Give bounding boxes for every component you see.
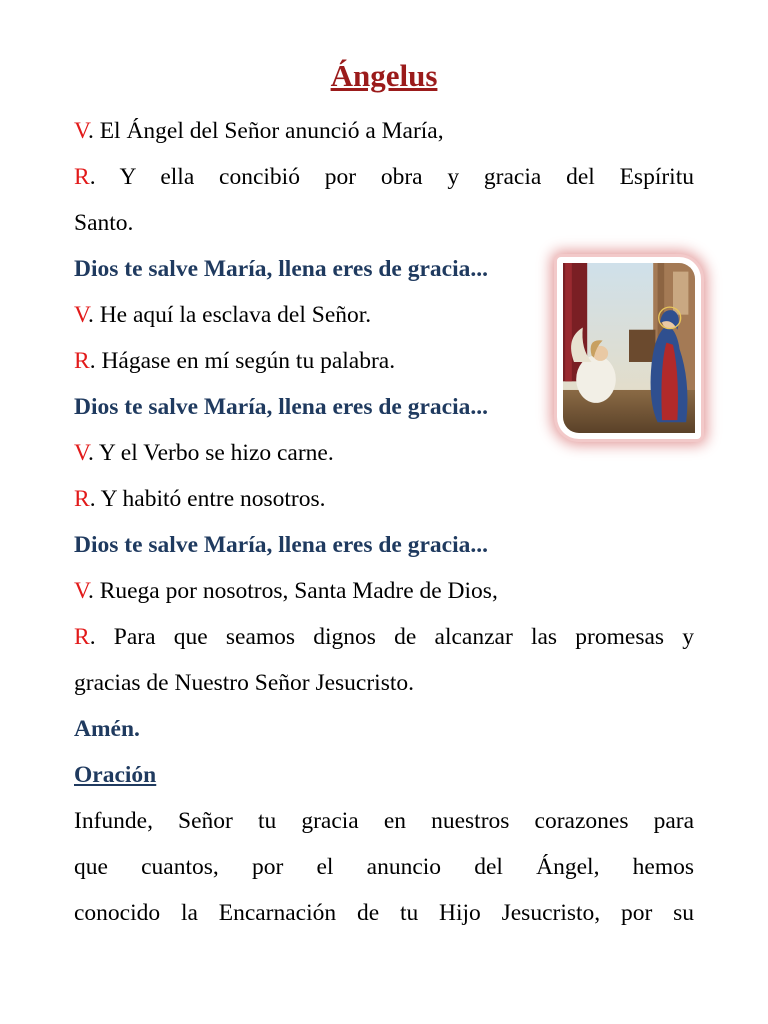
response-text: . Y habitó entre nosotros. — [89, 486, 326, 512]
verse-text: . Y el Verbo se hizo carne. — [87, 440, 334, 466]
line-r1-cont: Santo. — [74, 210, 134, 236]
line-hail-mary-3: Dios te salve María, llena eres de gracia... — [74, 532, 488, 558]
line-r1 — [74, 154, 694, 200]
prayer-line-2: que cuantos, por el anuncio del Ángel, hemos — [74, 854, 694, 880]
response-label: R — [74, 348, 90, 374]
line-r4-cont: gracias de Nuestro Señor Jesucristo. — [74, 670, 415, 696]
response-text: . Para que seamos dignos de alcanzar las promesas y — [89, 624, 694, 650]
verse-label: V — [74, 578, 88, 604]
line-r4 — [74, 614, 694, 660]
verse-label: V — [74, 440, 88, 466]
verse-label: V — [74, 302, 88, 328]
response-label: R — [74, 624, 90, 650]
annunciation-illustration — [563, 263, 695, 433]
response-label: R — [74, 486, 90, 512]
line-hail-mary-2: Dios te salve María, llena eres de gracia... — [74, 394, 488, 420]
line-v4 — [74, 568, 694, 614]
response-label: R — [74, 164, 90, 190]
section-heading-oracion: Oración — [74, 762, 157, 788]
line-hail-mary-1: Dios te salve María, llena eres de gracia... — [74, 256, 488, 282]
line-r3 — [74, 476, 694, 522]
prayer-line-1: Infunde, Señor tu gracia en nuestros corazones para — [74, 808, 694, 834]
verse-text: . El Ángel del Señor anunció a María, — [87, 118, 444, 144]
page-title: Ángelus — [330, 58, 438, 93]
annunciation-image — [557, 257, 701, 439]
verse-text: . He aquí la esclava del Señor. — [87, 302, 372, 328]
verse-label: V — [74, 118, 88, 144]
response-text: . Hágase en mí según tu palabra. — [89, 348, 396, 374]
line-amen: Amén. — [74, 716, 140, 742]
prayer-text — [74, 108, 694, 936]
verse-text: . Ruega por nosotros, Santa Madre de Dios, — [87, 578, 498, 604]
response-text: . Y ella concibió por obra y gracia del Espíritu — [89, 164, 694, 190]
line-v1 — [74, 108, 694, 154]
prayer-line-3: conocido la Encarnación de tu Hijo Jesucristo, por su — [74, 900, 694, 926]
